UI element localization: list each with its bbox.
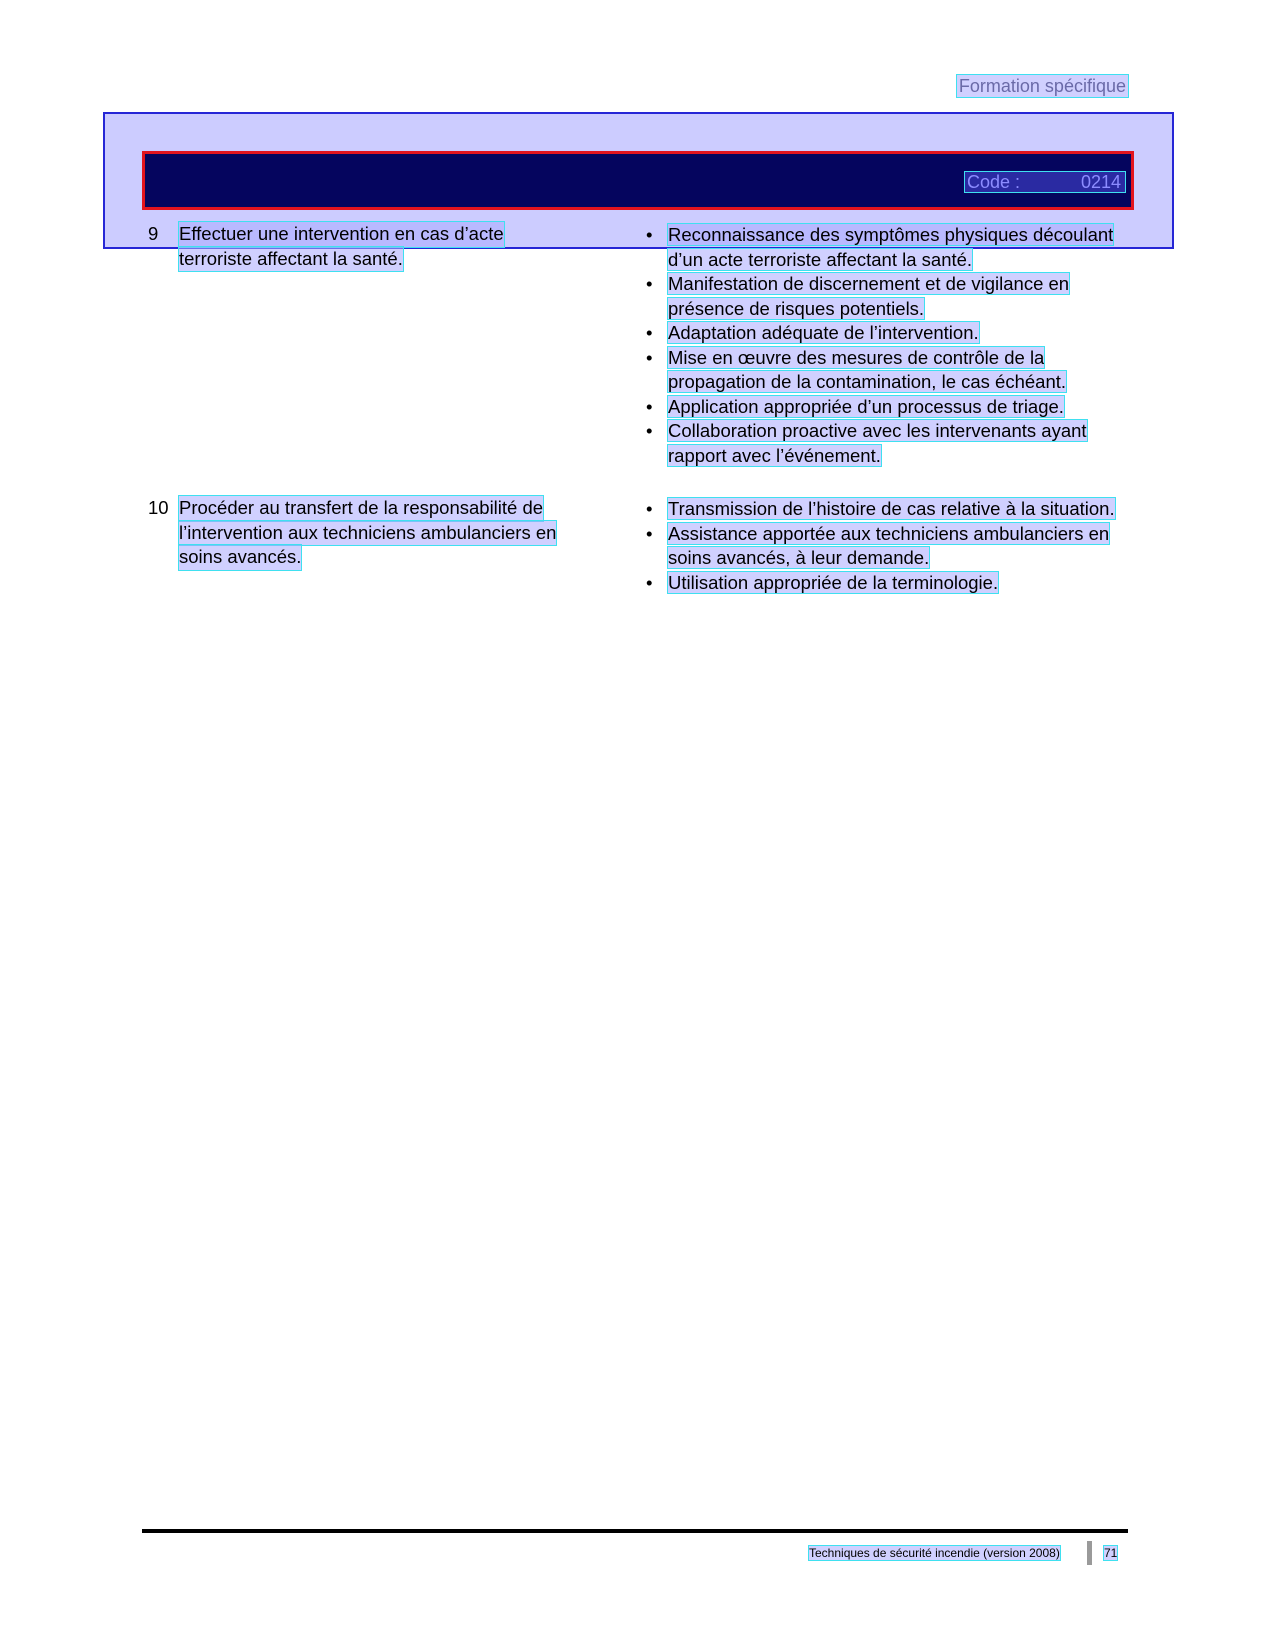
footer-separator xyxy=(1087,1541,1092,1565)
page-header-label: Formation spécifique xyxy=(958,76,1126,96)
criteria-list xyxy=(646,223,1126,468)
criterion-text: Application appropriée d’un processus de triage. xyxy=(668,395,1064,417)
criterion-item xyxy=(646,223,1126,272)
code-value: 0214 xyxy=(1080,172,1121,192)
criterion-item xyxy=(646,346,1126,395)
bullet: • xyxy=(646,498,653,519)
competency-line: Procéder au transfert de la responsabilité de xyxy=(179,496,543,521)
competency-10 xyxy=(148,496,628,576)
criterion-text: Manifestation de discernement et de vigilance en présence de risques potentiels. xyxy=(668,273,1070,319)
criterion-item xyxy=(646,571,1126,596)
criterion-item xyxy=(646,395,1126,420)
criterion-text: Collaboration proactive avec les intervenants ayant rapport avec l’événement. xyxy=(668,420,1087,466)
bullet: • xyxy=(646,395,653,417)
criterion-text: Reconnaissance des symptômes physiques découlant d’un acte terroriste affectant la santé. xyxy=(668,224,1114,270)
criterion-item xyxy=(646,419,1126,468)
competency-number: 9 xyxy=(148,223,159,244)
criterion-item xyxy=(646,497,1126,522)
criterion-item xyxy=(646,321,1126,346)
criterion-text: Transmission de l’histoire de cas relative à la situation. xyxy=(668,498,1115,519)
competency-statement xyxy=(179,222,629,271)
criterion-text: Mise en œuvre des mesures de contrôle de la propagation de la contamination, le cas échéant. xyxy=(668,346,1067,392)
criterion-text: Utilisation appropriée de la terminologie. xyxy=(668,571,999,593)
code-field xyxy=(965,172,1125,192)
bullet: • xyxy=(646,224,653,245)
competency-number: 10 xyxy=(148,497,169,518)
bullet: • xyxy=(646,322,653,343)
bullet: • xyxy=(646,346,653,368)
criterion-text: Assistance apportée aux techniciens ambulanciers en soins avancés, à leur demande. xyxy=(668,522,1110,568)
competency-line: soins avancés. xyxy=(179,545,301,570)
footer-title: Techniques de sécurité incendie (version 2008) xyxy=(809,1546,1060,1560)
competency-line: Effectuer une intervention en cas d’acte xyxy=(179,222,504,247)
competency-statement xyxy=(179,496,629,570)
criteria-list xyxy=(646,497,1126,595)
competency-line: l’intervention aux techniciens ambulanciers en xyxy=(179,521,556,546)
bullet: • xyxy=(646,420,653,441)
title-bar xyxy=(142,151,1134,210)
bullet: • xyxy=(646,571,653,593)
bullet: • xyxy=(646,522,653,544)
footer-rule xyxy=(142,1529,1128,1533)
bullet: • xyxy=(646,273,653,294)
criterion-text: Adaptation adéquate de l’intervention. xyxy=(668,322,979,343)
criterion-item xyxy=(646,522,1126,571)
code-label: Code : xyxy=(967,172,1021,192)
competency-line: terroriste affectant la santé. xyxy=(179,247,403,272)
page-number: 71 xyxy=(1104,1546,1118,1560)
competency-9 xyxy=(148,222,628,282)
criterion-item xyxy=(646,272,1126,321)
